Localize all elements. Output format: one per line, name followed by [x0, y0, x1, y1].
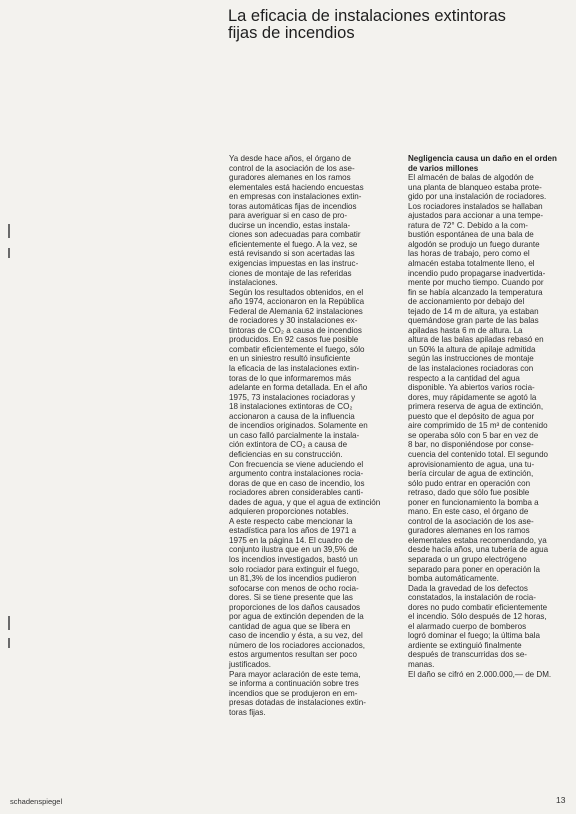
text-line: tintoras de CO₂ a causa de incendios	[229, 325, 362, 335]
text-line: Para mayor aclaración de este tema,	[229, 669, 361, 679]
text-line: logró dominar el fuego; la última bala	[408, 631, 540, 641]
text-line: estadística para los años de 1971 a	[229, 526, 357, 536]
text-line: separado para poner en operación la	[408, 564, 540, 574]
text-line: doras de que en caso de incendio, los	[229, 478, 365, 488]
text-line: guradores alemanes en los ramos	[229, 173, 351, 183]
text-line: el incendio. Sólo después de 12 horas,	[408, 612, 547, 622]
text-line: producidos. En 92 casos fue posible	[229, 335, 359, 345]
text-line: Con frecuencia se viene aduciendo el	[229, 459, 364, 469]
text-line: dores no pudo combatir eficientemente	[408, 602, 548, 612]
text-line: aire comprimido de 15 m³ de contenido	[408, 421, 548, 431]
text-line: año 1974, accionaron en la República	[229, 297, 365, 307]
text-line: de las instalaciones rociadoras con	[408, 364, 534, 374]
text-line: 8 bar, no disponiéndose por conse-	[408, 440, 534, 450]
text-line: para averiguar si en caso de pro-	[229, 211, 348, 221]
text-line: ratura de 72° C. Debido a la com-	[408, 220, 528, 230]
text-line: algodón se produjo un fuego durante	[408, 239, 540, 249]
text-line: guradores alemanes en los ramos	[408, 526, 530, 536]
text-line: ajustados para accionar a una tempe-	[408, 211, 544, 221]
text-line: las horas de trabajo, pero como el	[408, 249, 530, 259]
text-line: control de la asociación de los ase-	[229, 163, 355, 173]
margin-mark	[8, 248, 10, 258]
margin-mark	[8, 224, 10, 238]
text-line: adelante en forma detallada. En el año	[229, 383, 368, 393]
text-line: separada o un grupo electrógeno	[408, 554, 527, 564]
text-line: 1975, 73 instalaciones rociadoras y	[229, 392, 356, 402]
text-line: gido por una instalación de rociadores.	[408, 192, 547, 202]
text-line: adquieren proporciones notables.	[229, 507, 349, 517]
text-line: en un siniestro resultó insuficiente	[229, 354, 351, 364]
text-line: Dada la gravedad de los defectos	[408, 583, 528, 593]
text-line: Según los resultados obtenidos, en el	[229, 287, 364, 297]
text-line: deficiencias en su construcción.	[229, 449, 343, 459]
text-line: Ya desde hace años, el órgano de	[229, 154, 351, 163]
text-line: bería circular de agua de extinción,	[408, 469, 534, 479]
text-line: combatir eficientemente el fuego, sólo	[229, 344, 365, 354]
text-line: altura de las balas apiladas rebasó en	[408, 335, 544, 345]
body-column-left	[229, 154, 397, 717]
text-line: una planta de blanqueo estaba prote-	[408, 182, 542, 192]
text-line: toras fijas.	[229, 707, 266, 717]
text-line: desde hacía años, una tubería de agua	[408, 545, 549, 555]
text-line: justificados.	[229, 659, 272, 669]
text-line: Los rociadores instalados se hallaban	[408, 201, 543, 211]
text-line: un 50% la altura de apilaje admitida	[408, 344, 536, 354]
text-line: ción extintora de CO₂ a causa de	[229, 440, 348, 450]
text-line: primera reserva de agua de extinción,	[408, 402, 544, 412]
text-line: un 81,3% de los incendios pudieron	[229, 574, 357, 584]
text-line: accionaron a causa de la influencia	[229, 411, 355, 421]
text-line: conjunto ilustra que en un 39,5% de	[229, 545, 358, 555]
text-line: respecto a la cantidad del agua	[408, 373, 520, 383]
title-line-2: fijas de incendios	[228, 24, 355, 42]
text-line: ciones de montaje de las referidas	[229, 268, 352, 278]
margin-mark	[8, 638, 10, 648]
text-line: según las instrucciones de montaje	[408, 354, 534, 364]
text-line: disponible. Ya abiertos varios rocia-	[408, 383, 535, 393]
text-line: de accionamiento por debajo del	[408, 297, 525, 307]
text-line: El almacén de balas de algodón de	[408, 173, 534, 183]
text-line: mano. En este caso, el órgano de	[408, 507, 529, 517]
text-line: número de los rociadores accionados,	[229, 640, 365, 650]
text-line: por agua de extinción dependen de la	[229, 612, 364, 622]
text-line: instalaciones.	[229, 278, 278, 288]
text-line: de incendios originados. Solamente en	[229, 421, 368, 431]
text-line: constatados, la instalación de rocia-	[408, 593, 536, 603]
text-line: ciones son adecuadas para combatir	[229, 230, 361, 240]
text-line: exigencias impuestas en las instruc-	[229, 259, 359, 269]
text-line: toras de lo que informaremos más	[229, 373, 352, 383]
text-line: solo rociador para extinguir el fuego,	[229, 564, 360, 574]
section-heading-line-1: Negligencia causa un daño en el orden	[408, 154, 557, 163]
text-line: se informa a continuación sobre tres	[229, 679, 359, 689]
text-line: la eficacia de las instalaciones extin-	[229, 364, 360, 374]
text-line: incendio pudo propagarse inadvertida-	[408, 268, 546, 278]
text-line: almacén estaba totalmente lleno, el	[408, 259, 535, 269]
text-line: el alarmado cuerpo de bomberos	[408, 621, 527, 631]
text-line: ardiente se extinguió finalmente	[408, 640, 522, 650]
text-line: está revisando si son acertadas las	[229, 249, 355, 259]
text-line: dores. Si se tiene presente que las	[229, 593, 353, 603]
text-line: elementales está haciendo encuestas	[229, 182, 364, 192]
text-line: elementales estaba recomendando, ya	[408, 535, 547, 545]
text-line: incendios que se produjeron en em-	[229, 688, 358, 698]
page-number: 13	[556, 795, 566, 805]
text-line: se operaba sólo con 5 bar en vez de	[408, 430, 539, 440]
text-line: ducirse un incendio, estas instala-	[229, 220, 351, 230]
section-body	[408, 173, 574, 679]
text-line: toras automáticas fijas de incendios	[229, 201, 357, 211]
margin-mark	[8, 616, 10, 630]
text-line: aprovisionamiento de agua, una tu-	[408, 459, 535, 469]
text-line: dades de agua, y que el agua de extinción	[229, 497, 381, 507]
text-line: quemándose gran parte de las balas	[408, 316, 539, 326]
text-line: A este respecto cabe mencionar la	[229, 516, 353, 526]
text-line: de rociadores y 30 instalaciones ex-	[229, 316, 358, 326]
text-line: sofocarse con menos de ocho rocia-	[229, 583, 359, 593]
text-line: dores, muy rápidamente se agotó la	[408, 392, 537, 402]
text-line: eficientemente el fuego. A la vez, se	[229, 239, 358, 249]
article-title	[228, 8, 568, 42]
text-line: bustión espontánea de una bala de	[408, 230, 534, 240]
text-line: caso de incendio y ésta, a su vez, del	[229, 631, 363, 641]
text-line: apiladas hasta 6 m de altura. La	[408, 325, 523, 335]
text-line: estos argumentos resultan ser poco	[229, 650, 357, 660]
section-heading-line-2: de varios millones	[408, 163, 479, 173]
text-line: argumento contra instalaciones rocia-	[229, 469, 364, 479]
text-line: sólo pudo entrar en operación con	[408, 478, 531, 488]
text-line: los incendios investigados, bastó un	[229, 554, 358, 564]
publication-name: schadenspiegel	[10, 797, 63, 806]
title-line-1: La eficacia de instalaciones extintoras	[228, 7, 506, 25]
text-line: control de la asociación de los ase-	[408, 516, 534, 526]
text-line: proporciones de los daños causados	[229, 602, 361, 612]
text-line: rociadores abren considerables canti-	[229, 488, 364, 498]
text-line: 1975 en la página 14. El cuadro de	[229, 535, 354, 545]
body-column-right	[408, 154, 574, 679]
text-line: 18 instalaciones extintoras de CO₂	[229, 402, 353, 412]
text-line: El daño se cifró en 2.000.000,— de DM.	[408, 669, 552, 679]
text-line: cuencia del contenido total. El segundo	[408, 449, 549, 459]
text-line: puesto que el depósito de agua por	[408, 411, 535, 421]
text-line: después de transcurridas dos se-	[408, 650, 527, 660]
text-line: manas.	[408, 659, 435, 669]
text-line: fin se había alcanzado la temperatura	[408, 287, 543, 297]
text-line: un caso falló parcialmente la instala-	[229, 430, 360, 440]
text-line: bomba automáticamente.	[408, 574, 499, 584]
text-line: en empresas con instalaciones extin-	[229, 192, 362, 202]
text-line: Federal de Alemania 62 instalaciones	[229, 306, 363, 316]
text-line: cantidad de agua que se libera en	[229, 621, 351, 631]
text-line: poner en funcionamiento la bomba a	[408, 497, 539, 507]
text-line: presas dotadas de instalaciones extin-	[229, 698, 366, 708]
text-line: mente por mucho tiempo. Cuando por	[408, 278, 544, 288]
text-line: tejado de 14 m de altura, ya estaban	[408, 306, 539, 316]
text-line: retraso, dado que sólo fue posible	[408, 488, 530, 498]
